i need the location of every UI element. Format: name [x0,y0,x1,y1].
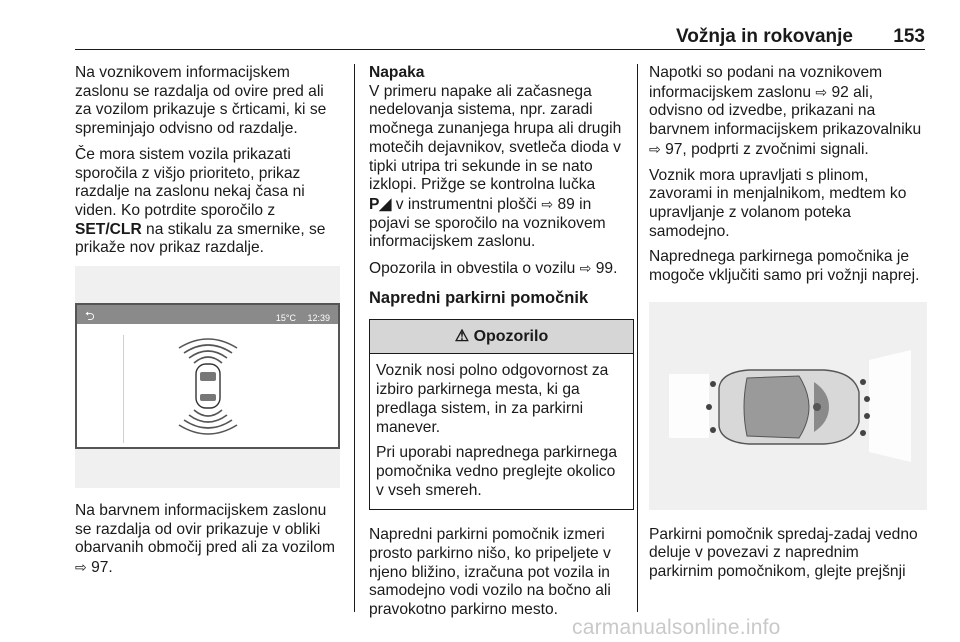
time-readout: 12:39 [307,313,330,324]
car-top-view-icon [196,364,220,408]
temperature-readout: 15°C [275,313,296,324]
paragraph: Napredni parkirni pomočnik izmeri prosto parkirno nišo, ko pripeljete v njeno bližino, izračuna pot vozila in samodejno vodi vozilo na bočno ali pravokotno parkirno mesto. [369,526,611,619]
page-number: 153 [893,26,925,47]
column-divider [637,64,638,612]
watermark: carmanualsonline.info [572,616,781,639]
warning-box [369,319,634,510]
page-ref-icon: ⇨ [579,260,592,277]
back-arrow-icon: ⮌ [85,309,95,324]
fault-heading: Napaka [369,64,425,81]
display-status-bar [77,305,338,324]
warning-triangle-icon: ⚠ [454,328,470,346]
paragraph: Voznik mora upravljati s plinom, zavorami in menjalnikom, medtem ko upravljanje z volanom poteka samodejno. [649,166,907,240]
warning-body [370,354,633,509]
parking-sensor-illustration [77,324,338,449]
page-header [75,22,925,50]
paragraph: Pri uporabi naprednega parkirnega pomočnika vedno preglejte okolico v vseh smereh. [376,444,618,499]
car-top-view-icon [719,370,859,444]
info-display-screen [75,303,340,449]
paragraph: Na voznikovem informacijskem zaslonu se razdalja od ovire pred ali za vozilom prikazuje s črticami, ki se spreminjajo odvisno od razdalje. [75,64,327,138]
page-ref-icon: ⇨ [649,140,661,157]
paragraph: Če mora sistem vozila prikazati sporočila z višjo prioriteto, prikaz razdalje na zaslonu nekaj časa ni viden. Ko potrdite sporočilo z SET/CLR na stikalu za smernike, se prikaže nov prikaz razdalje. [75,145,326,257]
paragraph: Napotki so podani na voznikovem informacijskem zaslonu ⇨ 92 ali, odvisno od izvedbe, prikazani na barvnem informacijskem prikazovalniku ⇨ 97, podprti z zvočnimi signali. [649,64,922,158]
warning-header: ⚠ Opozorilo [370,320,633,354]
set-clr-label: SET/CLR [75,220,142,238]
paragraph: Naprednega parkirnega pomočnika je mogoče vključiti samo pri vožnji naprej. [649,248,920,285]
column-right [649,64,927,589]
distance-display-figure [75,266,340,488]
paragraph: Na barvnem informacijskem zaslonu se razdalja od ovir prikazuje v obliki obarvanih območij pred ali za vozilom ⇨ 97. [75,502,336,577]
column-divider [354,64,355,612]
paragraph: Voznik nosi polno odgovornost za izbiro parkirnega mesta, ki ga predlaga sistem, in za parkirni manever. [376,362,609,436]
paragraph: Parkirni pomočnik spredaj-zadaj vedno deluje v povezavi z naprednim parkirnim pomočnikom, glejte prejšnji [649,525,918,581]
section-heading: Napredni parkirni pomočnik [369,288,589,307]
paragraph: Opozorila in obvestila o vozilu ⇨ 99. [369,260,618,278]
park-assist-indicator-icon: P◢ [369,195,392,213]
park-sensors-figure [649,302,927,510]
column-middle [369,64,634,627]
chapter-title: Vožnja in rokovanje [675,26,853,47]
car-with-sensors-illustration [649,302,927,510]
column-left [75,64,340,585]
page-ref-icon: ⇨ [815,83,828,100]
paragraph: V primeru napake ali začasnega nedelovanja sistema, npr. zaradi močnega zunanjega hrupa ali drugih motečih dejavnikov, svetleča dioda v tipki utripa tri sekunde in se nato izklopi. Prižge se kontrolna lučka P◢ v instrumentni plošči ⇨ 89 in pojavi se sporočilo na voznikovem informacijskem zaslonu. [369,82,622,251]
page-ref-icon: ⇨ [541,195,554,212]
page-ref-icon: ⇨ [75,559,87,576]
